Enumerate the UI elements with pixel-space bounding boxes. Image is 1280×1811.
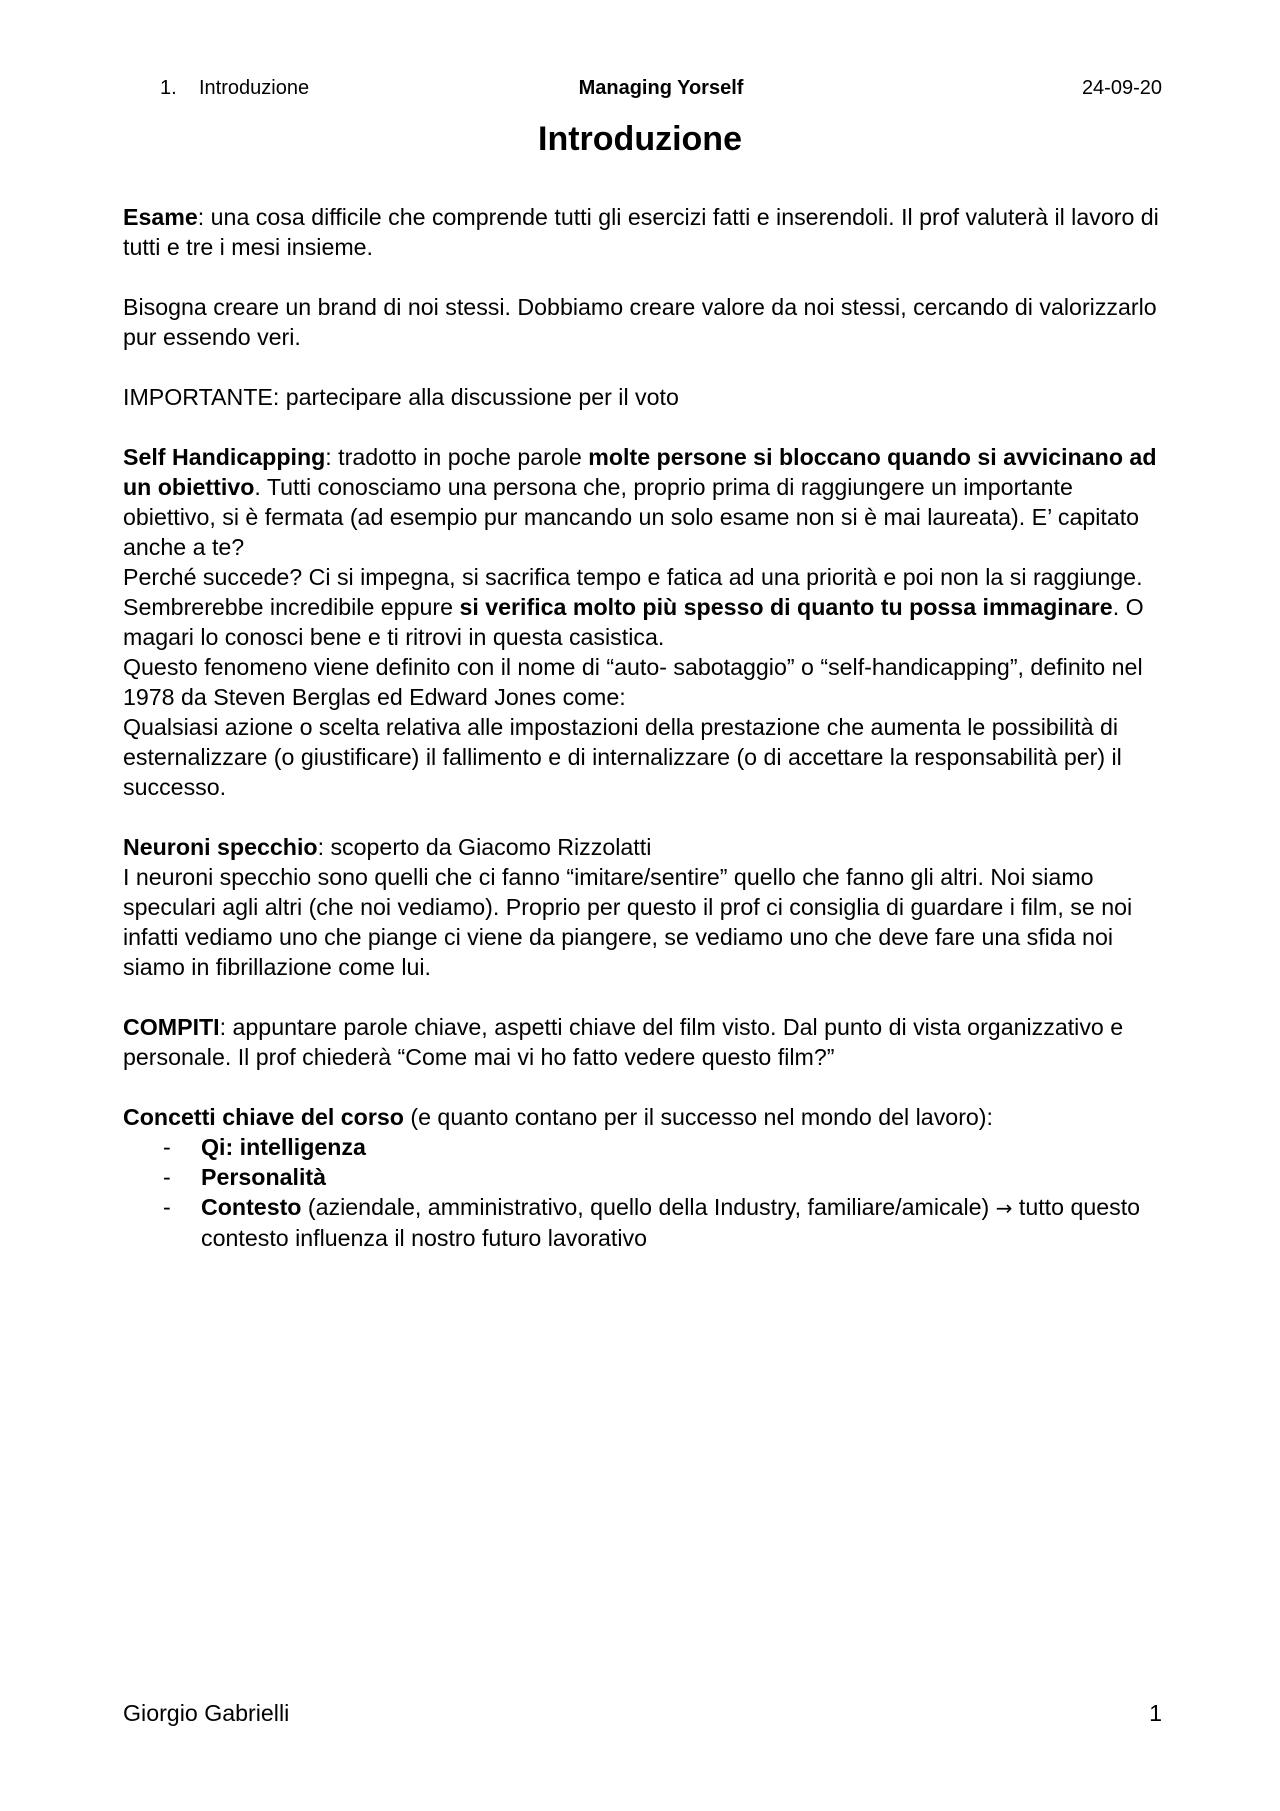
list-item-label: Contesto xyxy=(201,1194,302,1220)
list-item-text-2: tutto questo contesto influenza il nostro futuro lavorativo xyxy=(201,1194,1141,1251)
self-handicapping-bold-1: molte persone si bloccano quando si avvicinano ad un obiettivo xyxy=(123,444,1157,500)
self-handicapping-text-2: . Tutti conosciamo una persona che, proprio prima di raggiungere un importante obiettivo, si è fermata (ad esempio pur mancando un solo esame non si è mai laureata). E’ capitato anche a te? xyxy=(123,474,1140,560)
bullet-dash: - xyxy=(163,1194,171,1220)
self-handicapping-why: Perché succede? Ci si impegna, si sacrifica tempo e fatica ad una priorità e poi non la si raggiunge. xyxy=(123,564,1143,590)
header-course-title: Managing Yorself xyxy=(578,77,744,99)
document-body xyxy=(123,202,1168,1253)
concetti-term: Concetti chiave del corso xyxy=(123,1104,404,1130)
list-item xyxy=(123,1162,1168,1192)
list-item-label: Personalità xyxy=(201,1164,327,1190)
self-handicapping-frequency xyxy=(123,592,1168,652)
self-handicapping-section xyxy=(123,442,1168,802)
list-item-text: (aziendale, amministrativo, quello della Industry, familiare/amicale) xyxy=(301,1194,996,1220)
concetti-heading xyxy=(123,1102,1168,1132)
self-handicapping-term: Self Handicapping xyxy=(123,444,326,470)
list-item xyxy=(123,1132,1168,1162)
neuroni-text: : scoperto da Giacomo Rizzolatti xyxy=(317,834,652,860)
concetti-section xyxy=(123,1102,1168,1253)
list-item-label: Qi: intelligenza xyxy=(201,1134,366,1160)
page-title: Introduzione xyxy=(538,120,742,158)
esame-paragraph xyxy=(123,202,1168,262)
arrow-right-icon: → xyxy=(995,1196,1013,1220)
page-header xyxy=(160,77,1162,103)
compiti-paragraph xyxy=(123,1012,1168,1072)
footer-page-number: 1 xyxy=(1149,1700,1162,1726)
importante-paragraph: IMPORTANTE: partecipare alla discussione per il voto xyxy=(123,384,679,410)
neuroni-term: Neuroni specchio xyxy=(123,834,318,860)
self-handicapping-paragraph xyxy=(123,442,1168,562)
neuroni-paragraph: I neuroni specchio sono quelli che ci fanno “imitare/sentire” quello che fanno gli altri. Noi siamo speculari agli altri (che noi vediamo). Proprio per questo il prof ci consiglia di guardare i film, se noi infatti vediamo uno che piange ci viene da piangere, se vediamo uno che deve fare una sfida noi siamo in fibrillazione come lui. xyxy=(123,864,1133,980)
header-date: 24-09-20 xyxy=(1081,77,1162,99)
esame-text: : una cosa difficile che comprende tutti gli esercizi fatti e inserendoli. Il prof valuterà il lavoro di tutti e tre i mesi insieme. xyxy=(123,204,1159,260)
concetti-text: (e quanto contano per il successo nel mondo del lavoro): xyxy=(403,1104,993,1130)
compiti-term: COMPITI xyxy=(123,1014,220,1040)
self-handicapping-bold-2: si verifica molto più spesso di quanto tu possa immaginare xyxy=(459,594,1113,620)
self-handicapping-definition-intro: Questo fenomeno viene definito con il nome di “auto- sabotaggio” o “self-handicapping”, definito nel 1978 da Steven Berglas ed Edward Jones come: xyxy=(123,654,1143,710)
self-handicapping-text-4: . O magari lo conosci bene e ti ritrovi in questa casistica. xyxy=(123,594,1144,650)
self-handicapping-text-1: : tradotto in poche parole xyxy=(325,444,589,470)
brand-paragraph: Bisogna creare un brand di noi stessi. Dobbiamo creare valore da noi stessi, cercando di valorizzarlo pur essendo veri. xyxy=(123,294,1157,350)
neuroni-section xyxy=(123,832,1168,982)
self-handicapping-definition: Qualsiasi azione o scelta relativa alle impostazioni della prestazione che aumenta le possibilità di esternalizzare (o giustificare) il fallimento e di internalizzare (o di accettare la responsabilità per) il successo. xyxy=(123,714,1122,800)
page-footer xyxy=(123,1700,1162,1732)
header-section-label: Introduzione xyxy=(199,77,310,99)
footer-author: Giorgio Gabrielli xyxy=(123,1700,290,1726)
bullet-dash: - xyxy=(163,1134,171,1160)
header-section-number: 1. xyxy=(160,77,177,99)
bullet-dash: - xyxy=(163,1164,171,1190)
self-handicapping-text-3: Sembrerebbe incredibile eppure xyxy=(123,594,460,620)
list-item xyxy=(123,1192,1168,1253)
neuroni-heading xyxy=(123,832,1168,862)
esame-term: Esame xyxy=(123,204,198,230)
concetti-list xyxy=(123,1132,1168,1253)
compiti-text: : appuntare parole chiave, aspetti chiave del film visto. Dal punto di vista organizzativo e personale. Il prof chiederà “Come mai vi ho fatto vedere questo film?” xyxy=(123,1014,1124,1070)
